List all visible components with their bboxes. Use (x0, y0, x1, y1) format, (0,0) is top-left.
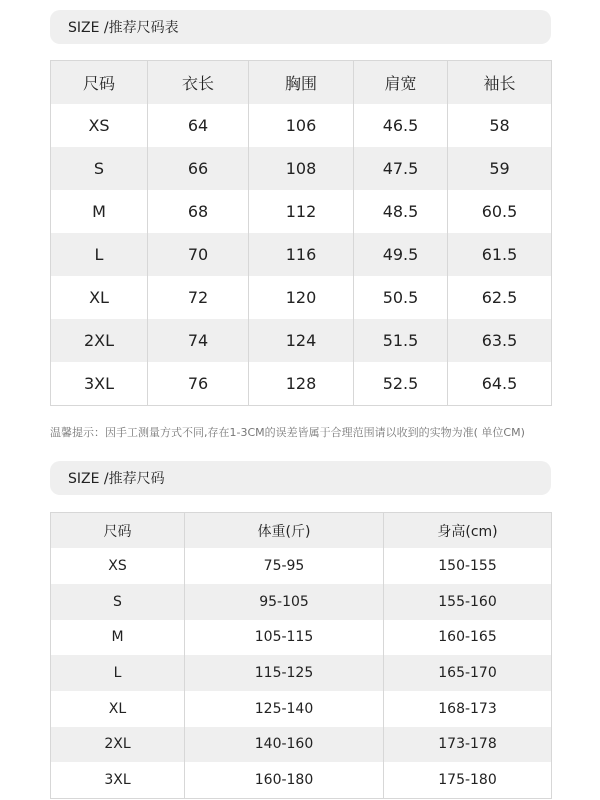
table-cell: 112 (249, 190, 354, 233)
table-cell: L (51, 655, 185, 691)
table-row (51, 620, 552, 656)
garment-size-table (50, 60, 552, 406)
table-cell: 61.5 (448, 233, 552, 276)
table-row (51, 147, 552, 190)
header-cell: 肩宽 (354, 61, 448, 104)
table-header-row (51, 61, 552, 104)
table-cell: 58 (448, 104, 552, 147)
table-cell: 124 (249, 319, 354, 362)
table-cell: 2XL (51, 319, 148, 362)
table-cell: 66 (148, 147, 249, 190)
size-chart-header (50, 10, 551, 44)
table-cell: L (51, 233, 148, 276)
table-row (51, 584, 552, 620)
table-cell: 3XL (51, 362, 148, 405)
recommended-size-header (50, 461, 551, 495)
table-row (51, 691, 552, 727)
table-cell: 168-173 (384, 691, 552, 727)
table-cell: 3XL (51, 762, 185, 798)
table-row (51, 233, 552, 276)
table-cell: 140-160 (185, 727, 384, 763)
table-cell: 125-140 (185, 691, 384, 727)
table-cell: 160-180 (185, 762, 384, 798)
table-cell: 68 (148, 190, 249, 233)
table-cell: 75-95 (185, 548, 384, 584)
table-cell: 52.5 (354, 362, 448, 405)
table-cell: 50.5 (354, 276, 448, 319)
table-cell: 106 (249, 104, 354, 147)
table-header-row (51, 513, 552, 549)
table-cell: 173-178 (384, 727, 552, 763)
table-cell: 46.5 (354, 104, 448, 147)
table-row (51, 362, 552, 405)
table-cell: 95-105 (185, 584, 384, 620)
table-cell: 49.5 (354, 233, 448, 276)
table-cell: XS (51, 548, 185, 584)
table-cell: 115-125 (185, 655, 384, 691)
table-cell: 47.5 (354, 147, 448, 190)
header-cell: 尺码 (51, 513, 185, 549)
measurement-note: 温馨提示：因手工测量方式不同,存在1-3CM的误差皆属于合理范围请以收到的实物为准( 单位CM) (50, 426, 525, 439)
table-cell: XS (51, 104, 148, 147)
table-row (51, 548, 552, 584)
table-cell: 76 (148, 362, 249, 405)
table-cell: 116 (249, 233, 354, 276)
table-cell: 175-180 (384, 762, 552, 798)
table-cell: 128 (249, 362, 354, 405)
table-cell: 48.5 (354, 190, 448, 233)
size-chart-title: SIZE /推荐尺码表 (68, 20, 179, 36)
table-row (51, 319, 552, 362)
table-cell: XL (51, 691, 185, 727)
table-cell: 2XL (51, 727, 185, 763)
table-row (51, 276, 552, 319)
header-cell: 身高(cm) (384, 513, 552, 549)
table-cell: 63.5 (448, 319, 552, 362)
recommended-size-table (50, 512, 552, 799)
table-cell: 70 (148, 233, 249, 276)
header-cell: 衣长 (148, 61, 249, 104)
table-row (51, 190, 552, 233)
table-cell: S (51, 147, 148, 190)
recommended-size-title: SIZE /推荐尺码 (68, 471, 165, 487)
table-cell: 59 (448, 147, 552, 190)
table-cell: 51.5 (354, 319, 448, 362)
table-cell: M (51, 620, 185, 656)
table-row (51, 762, 552, 798)
table-row (51, 655, 552, 691)
header-cell: 袖长 (448, 61, 552, 104)
header-cell: 胸围 (249, 61, 354, 104)
header-cell: 体重(斤) (185, 513, 384, 549)
table-cell: 60.5 (448, 190, 552, 233)
table-cell: M (51, 190, 148, 233)
table-row (51, 727, 552, 763)
table-cell: XL (51, 276, 148, 319)
table-cell: S (51, 584, 185, 620)
table-cell: 165-170 (384, 655, 552, 691)
table-cell: 62.5 (448, 276, 552, 319)
header-cell: 尺码 (51, 61, 148, 104)
table-cell: 105-115 (185, 620, 384, 656)
table-cell: 108 (249, 147, 354, 190)
table-cell: 64 (148, 104, 249, 147)
table-row (51, 104, 552, 147)
table-cell: 72 (148, 276, 249, 319)
table-cell: 120 (249, 276, 354, 319)
table-cell: 155-160 (384, 584, 552, 620)
table-cell: 160-165 (384, 620, 552, 656)
table-cell: 74 (148, 319, 249, 362)
table-cell: 150-155 (384, 548, 552, 584)
table-cell: 64.5 (448, 362, 552, 405)
